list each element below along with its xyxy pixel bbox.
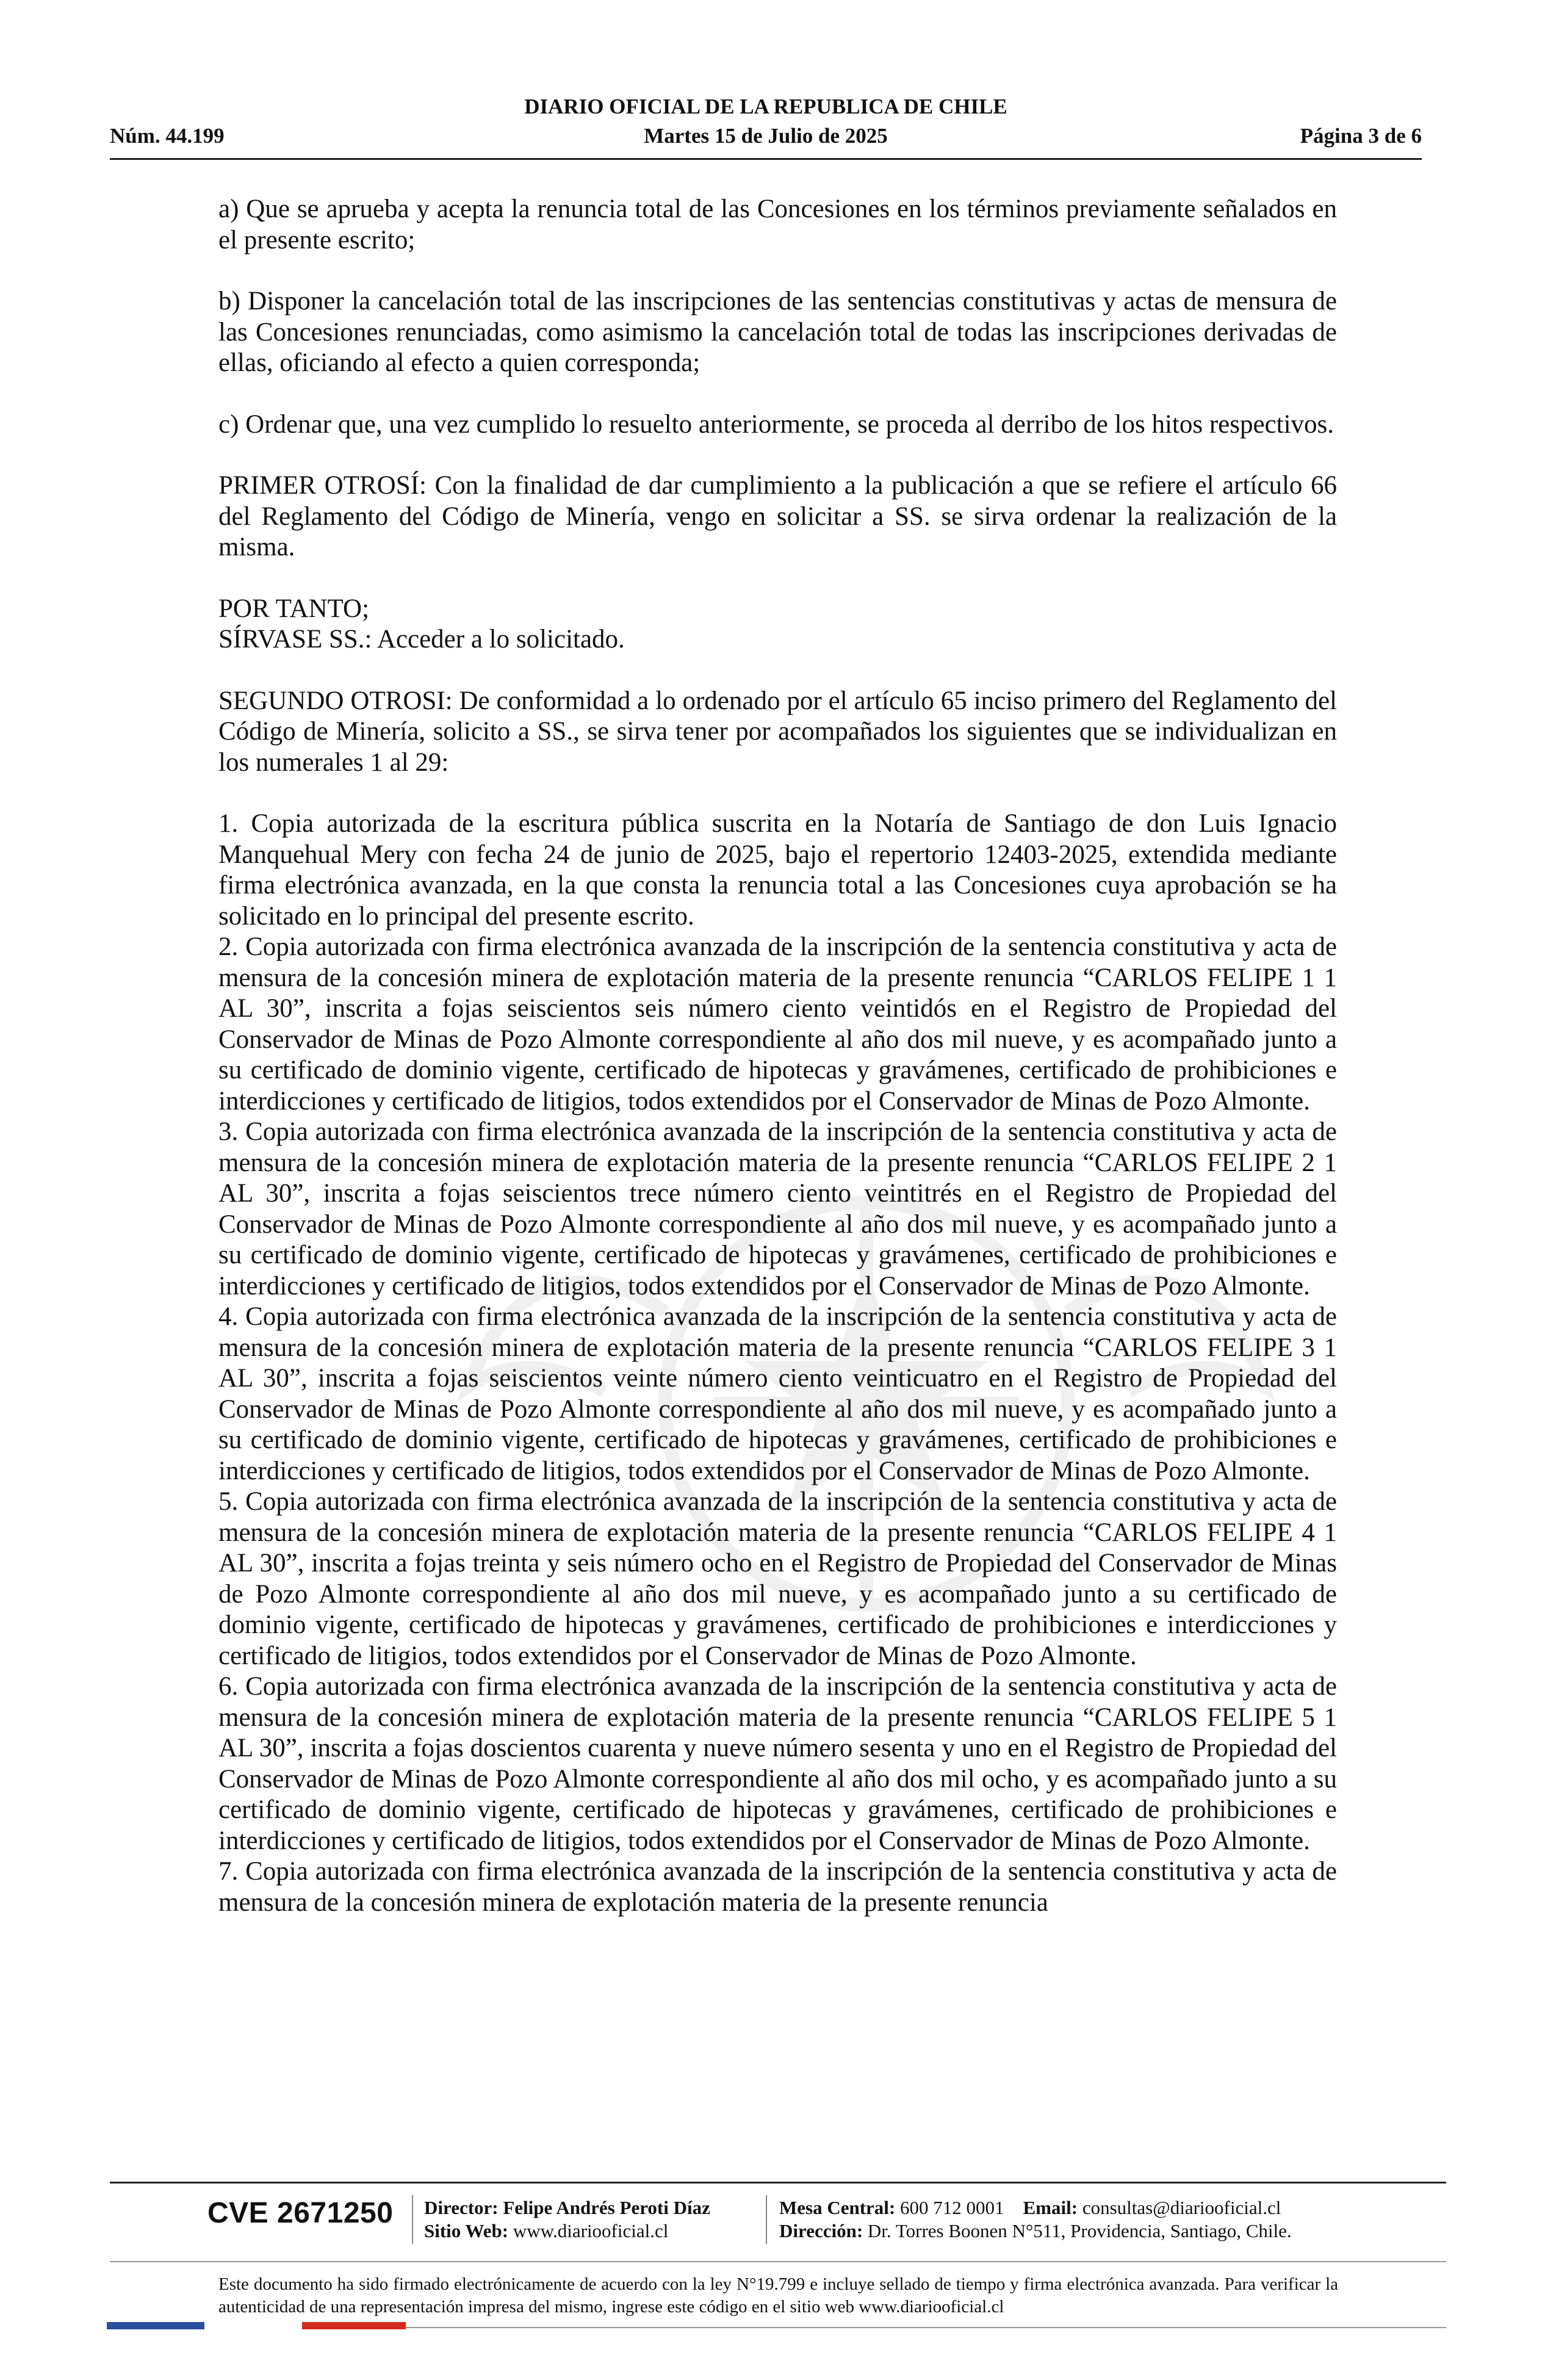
primer-otrosi: PRIMER OTROSÍ: Con la finalidad de dar cumplimiento a la publicación a que se refiere el artículo 66 del Reglamento del Código de Minería, vengo en solicitar a SS. se sirva ordenar la realización de la misma. xyxy=(218,471,1337,561)
email-label: Email: xyxy=(1023,2197,1078,2218)
list-item: 5. Copia autorizada con firma electrónica avanzada de la inscripción de la sentencia constitutiva y acta de mensura de la concesión minera de explotación materia de la presente renuncia “CARLOS FELIPE 4 1 AL 30”, inscrita a fojas treinta y seis número ocho en el Registro de Propiedad del Conservador de Minas de Pozo Almonte correspondiente al año dos mil nueve, y es acompañado junto a su certificado de dominio vigente, certificado de hipotecas y gravámenes, certificado de prohibiciones e interdicciones y certificado de litigios, todos extendidos por el Conservador de Minas de Pozo Almonte. xyxy=(218,1487,1337,1670)
page-number: Página 3 de 6 xyxy=(1300,124,1422,148)
paragraph-c: c) Ordenar que, una vez cumplido lo resuelto anteriormente, se proceda al derribo de los hitos respectivos. xyxy=(218,409,1334,439)
list-item: 6. Copia autorizada con firma electrónica avanzada de la inscripción de la sentencia constitutiva y acta de mensura de la concesión minera de explotación materia de la presente renuncia “CARLOS FELIPE 5 1 AL 30”, inscrita a fojas doscientos cuarenta y nueve número sesenta y uno en el Registro de Propiedad del Conservador de Minas de Pozo Almonte correspondiente al año dos mil ocho, y es acompañado junto a su certificado de dominio vigente, certificado de hipotecas y gravámenes, certificado de prohibiciones e interdicciones y certificado de litigios, todos extendidos por el Conservador de Minas de Pozo Almonte. xyxy=(218,1672,1337,1855)
flag-white-segment xyxy=(204,2322,302,2329)
site-url[interactable]: www.diariooficial.cl xyxy=(513,2220,669,2241)
director-name: Felipe Andrés Peroti Díaz xyxy=(503,2197,710,2218)
paragraph-b: b) Disponer la cancelación total de las inscripciones de las sentencias constitutivas y actas de mensura de las Concesiones renunciadas, como asimismo la cancelación total de todas las inscripciones derivadas de ellas, oficiando al efecto a quien corresponda; xyxy=(218,287,1337,377)
site-label: Sitio Web: xyxy=(424,2220,509,2241)
phone-label: Mesa Central: xyxy=(779,2197,896,2218)
address-label: Dirección: xyxy=(779,2220,863,2241)
attachments-list xyxy=(218,809,1337,1918)
list-item: 3. Copia autorizada con firma electrónica avanzada de la inscripción de la sentencia constitutiva y acta de mensura de la concesión minera de explotación materia de la presente renuncia “CARLOS FELIPE 2 1 AL 30”, inscrita a fojas seiscientos trece número ciento veintitrés en el Registro de Propiedad del Conservador de Minas de Pozo Almonte correspondiente al año dos mil nueve, y es acompañado junto a su certificado de dominio vigente, certificado de hipotecas y gravámenes, certificado de prohibiciones e interdicciones y certificado de litigios, todos extendidos por el Conservador de Minas de Pozo Almonte. xyxy=(218,1117,1337,1300)
list-item: 1. Copia autorizada de la escritura pública suscrita en la Notaría de Santiago de don Luis Ignacio Manquehual Mery con fecha 24 de junio de 2025, bajo el repertorio 12403-2025, extendida mediante firma electrónica avanzada, en la que consta la renuncia total a las Concesiones cuya aprobación se ha solicitado en lo principal del presente escrito. xyxy=(218,809,1337,931)
list-item: 4. Copia autorizada con firma electrónica avanzada de la inscripción de la sentencia constitutiva y acta de mensura de la concesión minera de explotación materia de la presente renuncia “CARLOS FELIPE 3 1 AL 30”, inscrita a fojas seiscientos veinte número ciento veinticuatro en el Registro de Propiedad del Conservador de Minas de Pozo Almonte correspondiente al año dos mil nueve, y es acompañado junto a su certificado de dominio vigente, certificado de hipotecas y gravámenes, certificado de prohibiciones e interdicciones y certificado de litigios, todos extendidos por el Conservador de Minas de Pozo Almonte. xyxy=(218,1302,1337,1485)
phone-number: 600 712 0001 xyxy=(900,2197,1004,2218)
footer-director-block xyxy=(424,2196,710,2243)
sirvase: SÍRVASE SS.: Acceder a lo solicitado. xyxy=(218,625,625,654)
footer-contact-block xyxy=(779,2196,1292,2243)
header-rule xyxy=(110,158,1422,160)
page-header xyxy=(110,95,1422,153)
footer-divider xyxy=(412,2195,413,2244)
flag-stripe xyxy=(107,2322,412,2329)
cve-code: CVE 2671250 xyxy=(207,2197,394,2229)
footer-top-rule xyxy=(110,2182,1446,2183)
flag-red-segment xyxy=(302,2322,406,2329)
email-address[interactable]: consultas@diariooficial.cl xyxy=(1082,2197,1281,2218)
newspaper-title: DIARIO OFICIAL DE LA REPUBLICA DE CHILE xyxy=(524,95,1007,118)
por-tanto: POR TANTO; xyxy=(218,594,370,623)
list-item: 2. Copia autorizada con firma electrónica avanzada de la inscripción de la sentencia constitutiva y acta de mensura de la concesión minera de explotación materia de la presente renuncia “CARLOS FELIPE 1 1 AL 30”, inscrita a fojas seiscientos seis número ciento veintidós en el Registro de Propiedad del Conservador de Minas de Pozo Almonte correspondiente al año dos mil nueve, y es acompañado junto a su certificado de dominio vigente, certificado de hipotecas y gravámenes, certificado de prohibiciones e interdicciones y certificado de litigios, todos extendidos por el Conservador de Minas de Pozo Almonte. xyxy=(218,932,1337,1116)
address-text: Dr. Torres Boonen N°511, Providencia, Santiago, Chile. xyxy=(867,2220,1292,2241)
footer-mid-rule xyxy=(110,2261,1446,2262)
issue-number: Núm. 44.199 xyxy=(110,124,225,148)
issue-date: Martes 15 de Julio de 2025 xyxy=(644,124,888,148)
paragraph-a: a) Que se aprueba y acepta la renuncia total de las Concesiones en los términos previamente señalados en el presente escrito; xyxy=(218,195,1337,254)
legal-notice: Este documento ha sido firmado electrónicamente de acuerdo con la ley N°19.799 e incluye sellado de tiempo y firma electrónica avanzada. Para verificar la autenticidad de una representación impresa del mismo, ingrese este código en el sitio web www.diariooficial.cl xyxy=(218,2274,1338,2317)
director-label: Director: xyxy=(424,2197,499,2218)
footer-divider xyxy=(766,2195,767,2244)
flag-blue-segment xyxy=(107,2322,204,2329)
list-item: 7. Copia autorizada con firma electrónica avanzada de la inscripción de la sentencia constitutiva y acta de mensura de la concesión minera de explotación materia de la presente renuncia xyxy=(218,1857,1337,1917)
document-body xyxy=(218,194,1337,1918)
segundo-otrosi: SEGUNDO OTROSI: De conformidad a lo ordenado por el artículo 65 inciso primero del Reglamento del Código de Minería, solicito a SS., se sirva tener por acompañados los siguientes que se individualizan en los numerales 1 al 29: xyxy=(218,686,1337,777)
